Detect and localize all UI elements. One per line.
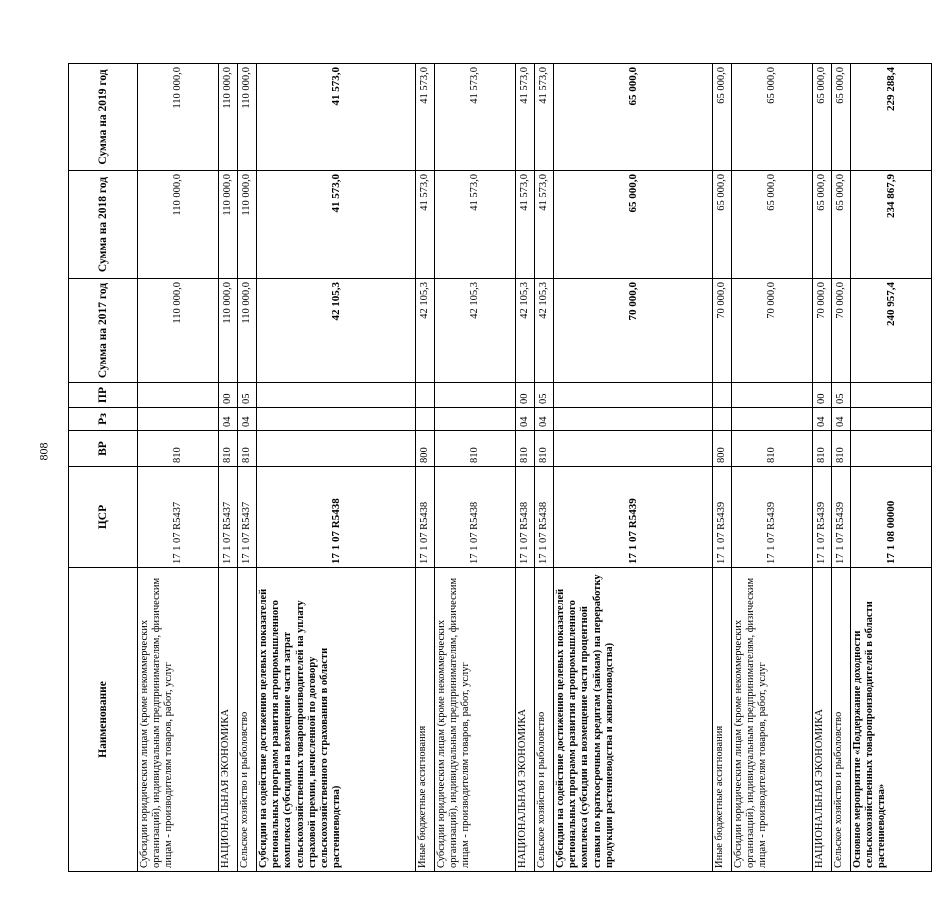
row-sum-2018: 41 573,0 bbox=[435, 171, 516, 279]
table-row bbox=[832, 64, 851, 872]
row-sum-2018: 41 573,0 bbox=[516, 171, 535, 279]
row-rz: 04 bbox=[813, 408, 832, 431]
row-csr: 17 1 07 R5438 bbox=[516, 467, 535, 568]
table-row bbox=[813, 64, 832, 872]
row-sum-2017: 110 000,0 bbox=[219, 279, 238, 383]
page-number: 808 bbox=[36, 442, 51, 461]
row-name: Сельское хозяйство и рыболовство bbox=[832, 568, 851, 872]
row-sum-2019: 229 288,4 bbox=[851, 64, 932, 171]
row-name: НАЦИОНАЛЬНАЯ ЭКОНОМИКА bbox=[516, 568, 535, 872]
row-pr bbox=[713, 383, 732, 408]
row-sum-2019: 41 573,0 bbox=[535, 64, 554, 171]
row-csr: 17 1 07 R5439 bbox=[554, 467, 713, 568]
row-name: Субсидии на содействие достижению целевых показателей региональных программ развития агропромышленного комплекса (субсидии на возмещение части процентной ставки по краткосрочным кредитам (займам) на переработку продукции растениеводства и животноводства) bbox=[554, 568, 713, 872]
row-vr: 810 bbox=[813, 431, 832, 467]
table-header-row bbox=[69, 64, 138, 872]
row-sum-2018: 65 000,0 bbox=[554, 171, 713, 279]
table-row bbox=[416, 64, 435, 872]
row-pr: 00 bbox=[516, 383, 535, 408]
row-sum-2017: 42 105,3 bbox=[416, 279, 435, 383]
row-sum-2018: 65 000,0 bbox=[732, 171, 813, 279]
row-name: Основное мероприятие «Поддержание доходности сельскохозяйственных товаропроизводителей в области растениеводства» bbox=[851, 568, 932, 872]
row-sum-2018: 110 000,0 bbox=[238, 171, 257, 279]
table-row bbox=[138, 64, 219, 872]
table-row bbox=[554, 64, 713, 872]
row-pr: 05 bbox=[832, 383, 851, 408]
row-vr bbox=[554, 431, 713, 467]
row-sum-2017: 70 000,0 bbox=[813, 279, 832, 383]
row-sum-2018: 41 573,0 bbox=[535, 171, 554, 279]
row-csr: 17 1 07 R5438 bbox=[257, 467, 416, 568]
row-vr: 810 bbox=[435, 431, 516, 467]
row-sum-2017: 110 000,0 bbox=[238, 279, 257, 383]
row-csr: 17 1 07 R5438 bbox=[535, 467, 554, 568]
row-vr: 810 bbox=[138, 431, 219, 467]
row-vr: 810 bbox=[535, 431, 554, 467]
row-rz: 04 bbox=[238, 408, 257, 431]
row-sum-2018: 65 000,0 bbox=[713, 171, 732, 279]
row-sum-2017: 70 000,0 bbox=[713, 279, 732, 383]
row-csr: 17 1 07 R5437 bbox=[219, 467, 238, 568]
row-csr: 17 1 07 R5438 bbox=[435, 467, 516, 568]
row-sum-2019: 110 000,0 bbox=[219, 64, 238, 171]
row-sum-2017: 70 000,0 bbox=[832, 279, 851, 383]
row-name: Субсидии юридическим лицам (кроме некоммерческих организаций), индивидуальным предпринимателям, физическим лицам - производителям товаров, работ, услуг bbox=[732, 568, 813, 872]
table-row bbox=[238, 64, 257, 872]
row-sum-2018: 110 000,0 bbox=[219, 171, 238, 279]
row-name: Субсидии на содействие достижению целевых показателей региональных программ развития агропромышленного комплекса (субсидии на возмещение части затрат сельскохозяйственных товаропроизводителей на уплату страховой премии, начисленной по договору сельскохозяйственного страхования в области растениеводства) bbox=[257, 568, 416, 872]
row-csr: 17 1 07 R5439 bbox=[713, 467, 732, 568]
row-pr bbox=[732, 383, 813, 408]
row-rz bbox=[554, 408, 713, 431]
row-rz: 04 bbox=[219, 408, 238, 431]
row-pr bbox=[554, 383, 713, 408]
row-vr: 810 bbox=[238, 431, 257, 467]
row-rz bbox=[138, 408, 219, 431]
header-name: Наименование bbox=[69, 568, 138, 872]
row-csr: 17 1 07 R5437 bbox=[238, 467, 257, 568]
row-pr bbox=[851, 383, 932, 408]
row-sum-2019: 41 573,0 bbox=[435, 64, 516, 171]
row-rz bbox=[435, 408, 516, 431]
row-csr: 17 1 07 R5439 bbox=[732, 467, 813, 568]
row-vr: 810 bbox=[219, 431, 238, 467]
table-row bbox=[713, 64, 732, 872]
row-pr bbox=[416, 383, 435, 408]
row-name: Субсидии юридическим лицам (кроме некоммерческих организаций), индивидуальным предпринимателям, физическим лицам - производителям товаров, работ, услуг bbox=[138, 568, 219, 872]
header-sum-2018: Сумма на 2018 год bbox=[69, 171, 138, 279]
table-row bbox=[535, 64, 554, 872]
row-vr bbox=[257, 431, 416, 467]
header-pr: ПР bbox=[69, 383, 138, 408]
header-vr: ВР bbox=[69, 431, 138, 467]
row-sum-2019: 110 000,0 bbox=[238, 64, 257, 171]
row-rz: 04 bbox=[535, 408, 554, 431]
row-pr bbox=[257, 383, 416, 408]
rotated-table-wrapper bbox=[68, 64, 897, 872]
header-rz: Рз bbox=[69, 408, 138, 431]
row-sum-2017: 42 105,3 bbox=[535, 279, 554, 383]
row-sum-2017: 70 000,0 bbox=[732, 279, 813, 383]
row-name: Иные бюджетные ассигнования bbox=[416, 568, 435, 872]
row-name: НАЦИОНАЛЬНАЯ ЭКОНОМИКА bbox=[813, 568, 832, 872]
row-name: НАЦИОНАЛЬНАЯ ЭКОНОМИКА bbox=[219, 568, 238, 872]
row-rz: 04 bbox=[832, 408, 851, 431]
row-sum-2019: 110 000,0 bbox=[138, 64, 219, 171]
row-vr: 810 bbox=[832, 431, 851, 467]
row-name: Сельское хозяйство и рыболовство bbox=[238, 568, 257, 872]
table-row bbox=[851, 64, 932, 872]
table-row bbox=[219, 64, 238, 872]
row-pr bbox=[138, 383, 219, 408]
row-name: Иные бюджетные ассигнования bbox=[713, 568, 732, 872]
row-sum-2017: 42 105,3 bbox=[516, 279, 535, 383]
row-sum-2018: 41 573,0 bbox=[257, 171, 416, 279]
row-csr: 17 1 07 R5439 bbox=[832, 467, 851, 568]
row-vr: 810 bbox=[516, 431, 535, 467]
row-vr: 800 bbox=[713, 431, 732, 467]
row-sum-2019: 41 573,0 bbox=[257, 64, 416, 171]
row-rz bbox=[257, 408, 416, 431]
header-sum-2019: Сумма на 2019 год bbox=[69, 64, 138, 171]
row-pr bbox=[435, 383, 516, 408]
row-csr: 17 1 07 R5437 bbox=[138, 467, 219, 568]
row-sum-2017: 42 105,3 bbox=[435, 279, 516, 383]
row-vr bbox=[851, 431, 932, 467]
budget-table bbox=[68, 63, 932, 872]
row-rz bbox=[851, 408, 932, 431]
row-sum-2017: 240 957,4 bbox=[851, 279, 932, 383]
row-sum-2018: 41 573,0 bbox=[416, 171, 435, 279]
row-pr: 05 bbox=[238, 383, 257, 408]
row-sum-2018: 65 000,0 bbox=[813, 171, 832, 279]
row-rz: 04 bbox=[516, 408, 535, 431]
row-sum-2017: 110 000,0 bbox=[138, 279, 219, 383]
row-pr: 05 bbox=[535, 383, 554, 408]
row-rz bbox=[732, 408, 813, 431]
row-sum-2018: 234 867,9 bbox=[851, 171, 932, 279]
row-sum-2018: 110 000,0 bbox=[138, 171, 219, 279]
row-sum-2018: 65 000,0 bbox=[832, 171, 851, 279]
row-sum-2017: 70 000,0 bbox=[554, 279, 713, 383]
row-sum-2019: 65 000,0 bbox=[732, 64, 813, 171]
row-pr: 00 bbox=[219, 383, 238, 408]
row-sum-2019: 65 000,0 bbox=[813, 64, 832, 171]
row-csr: 17 1 08 00000 bbox=[851, 467, 932, 568]
row-vr: 810 bbox=[732, 431, 813, 467]
row-sum-2019: 41 573,0 bbox=[516, 64, 535, 171]
row-vr: 800 bbox=[416, 431, 435, 467]
table-row bbox=[516, 64, 535, 872]
header-sum-2017: Сумма на 2017 год bbox=[69, 279, 138, 383]
row-rz bbox=[713, 408, 732, 431]
row-rz bbox=[416, 408, 435, 431]
row-name: Сельское хозяйство и рыболовство bbox=[535, 568, 554, 872]
row-sum-2019: 65 000,0 bbox=[554, 64, 713, 171]
row-sum-2019: 65 000,0 bbox=[713, 64, 732, 171]
table-row bbox=[732, 64, 813, 872]
row-pr: 00 bbox=[813, 383, 832, 408]
row-name: Субсидии юридическим лицам (кроме некоммерческих организаций), индивидуальным предпринимателям, физическим лицам - производителям товаров, работ, услуг bbox=[435, 568, 516, 872]
table-row bbox=[435, 64, 516, 872]
row-sum-2017: 42 105,3 bbox=[257, 279, 416, 383]
row-sum-2019: 41 573,0 bbox=[416, 64, 435, 171]
table-row bbox=[257, 64, 416, 872]
row-sum-2019: 65 000,0 bbox=[832, 64, 851, 171]
header-csr: ЦСР bbox=[69, 467, 138, 568]
row-csr: 17 1 07 R5438 bbox=[416, 467, 435, 568]
row-csr: 17 1 07 R5439 bbox=[813, 467, 832, 568]
